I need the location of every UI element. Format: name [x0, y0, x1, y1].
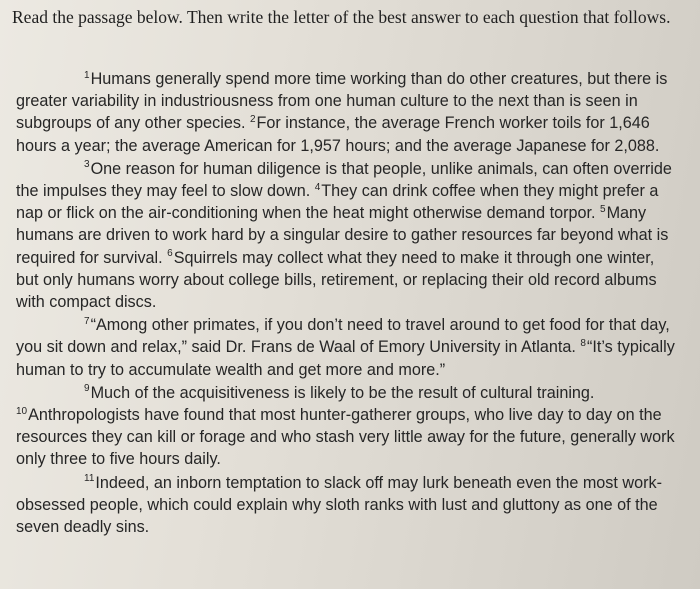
- passage-paragraph: [16, 68, 680, 157]
- reading-passage: [16, 68, 680, 539]
- passage-sentence: [84, 384, 594, 402]
- sentence-number: 6: [167, 248, 173, 260]
- sentence-number: 10: [16, 405, 28, 417]
- sentence-number: 1: [84, 69, 90, 81]
- sentence-text: They can drink coffee when they might prefer a nap or flick on the air-conditioning when the heat might otherwise demand torpor.: [16, 182, 659, 223]
- sentence-number: 9: [84, 383, 90, 395]
- instructions-text: Read the passage below. Then write the letter of the best answer to each question that follows.: [12, 7, 671, 27]
- passage-sentence: [16, 316, 670, 356]
- passage-paragraph: [16, 472, 680, 539]
- passage-paragraph: [16, 158, 680, 313]
- sentence-text: For instance, the average French worker toils for 1,646 hours a year; the average American for 1,957 hours; and the average Japanese for 2,088.: [16, 114, 660, 155]
- sentence-number: 2: [249, 114, 256, 126]
- sentence-number: 7: [84, 315, 90, 327]
- sentence-number: 4: [314, 181, 321, 193]
- sentence-text: Anthropologists have found that most hunter-gatherer groups, who live day to day on the resources they can kill or forage and who stash very little away for the future, generally work only three to five hours daily.: [16, 406, 675, 469]
- sentence-text: Squirrels may collect what they need to make it through one winter, but only humans worry about college bills, retirement, or replacing their old record albums with compact discs.: [16, 248, 657, 312]
- sentence-number: 11: [84, 473, 95, 485]
- sentence-text: Much of the acquisitiveness is likely to be the result of cultural training.: [90, 383, 595, 402]
- passage-sentence: [16, 474, 662, 536]
- sentence-text: “It’s typically human to try to accumulate wealth and get more and more.”: [16, 338, 675, 379]
- sentence-text: One reason for human diligence is that people, unlike animals, can often override the impulses they may feel to slow down.: [16, 159, 672, 201]
- sentence-number: 3: [84, 159, 90, 171]
- sentence-number: 8: [580, 338, 586, 350]
- sentence-text: Indeed, an inborn temptation to slack off may lurk beneath even the most work-obsessed people, which could explain why sloth ranks with lust and gluttony as one of the seven deadly sins.: [16, 473, 662, 537]
- passage-paragraph: [16, 382, 680, 471]
- sentence-text: Humans generally spend more time working than do other creatures, but there is greater variability in industriousness from one human culture to the next than is seen in subgroups of any other species.: [16, 70, 668, 133]
- sentence-text: “Among other primates, if you don’t need to travel around to get food for that day, you sit down and relax,” said Dr. Frans de Waal of Emory University in Atlanta.: [16, 316, 670, 357]
- sentence-number: 5: [600, 203, 606, 215]
- passage-paragraph: [16, 314, 680, 381]
- sentence-text: Many humans are driven to work hard by a singular desire to gather resources far beyond what is required for survival.: [16, 204, 669, 267]
- passage-sentence: [16, 406, 675, 468]
